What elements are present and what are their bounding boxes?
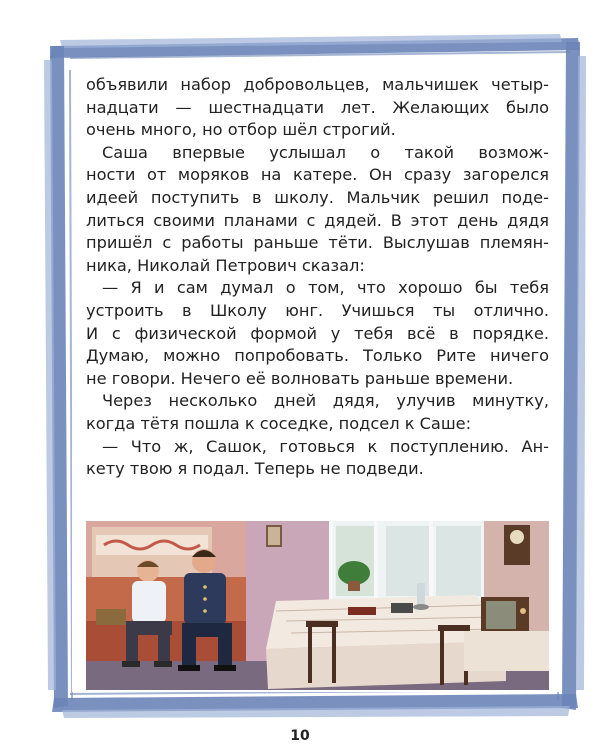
page-number: 10 [290, 728, 310, 744]
text-line: очень много, но отбор шёл строгий. [86, 120, 396, 140]
text-line: устроить в Школу юнг. Учишься ты отлично. [86, 300, 549, 320]
text-line: кету твою я подал. Теперь не подведи. [86, 459, 424, 479]
paragraph [86, 390, 549, 435]
text-line: литься своими планами с дядей. В этот день дядя [86, 210, 549, 230]
paragraph [86, 436, 549, 481]
text-line: ности от моряков на катере. Он сразу загорелся [86, 165, 549, 185]
text-line: идеей поступить в школу. Мальчик решил поде- [86, 187, 549, 207]
text-line: не говори. Нечего её волновать раньше времени. [86, 368, 514, 388]
text-line: Саша впервые услышал о такой возмож- [102, 142, 549, 162]
paragraph [86, 277, 549, 390]
text-line: ника, Николай Петрович сказал: [86, 255, 365, 275]
illustration-room-scene [86, 521, 549, 690]
story-text [86, 74, 549, 481]
paragraph [86, 74, 549, 142]
text-line: когда тётя пошла к соседке, подсел к Саше: [86, 413, 472, 433]
text-line: Через несколько дней дядя, улучив минутку, [102, 391, 549, 411]
text-line: пришёл с работы раньше тёти. Выслушав племян- [86, 233, 549, 253]
paragraph [86, 142, 549, 278]
text-line: надцати — шестнадцати лет. Желающих было [86, 97, 549, 117]
text-line: И с физической формой у тебя всё в порядке. [86, 323, 549, 343]
text-line: объявили набор добровольцев, мальчишек четыр- [86, 75, 549, 94]
text-line: — Что ж, Сашок, готовься к поступлению. Ан- [102, 436, 549, 456]
text-line: Думаю, можно попробовать. Только Рите ничего [86, 346, 549, 366]
text-line: — Я и сам думал о том, что хорошо бы тебя [102, 278, 549, 298]
